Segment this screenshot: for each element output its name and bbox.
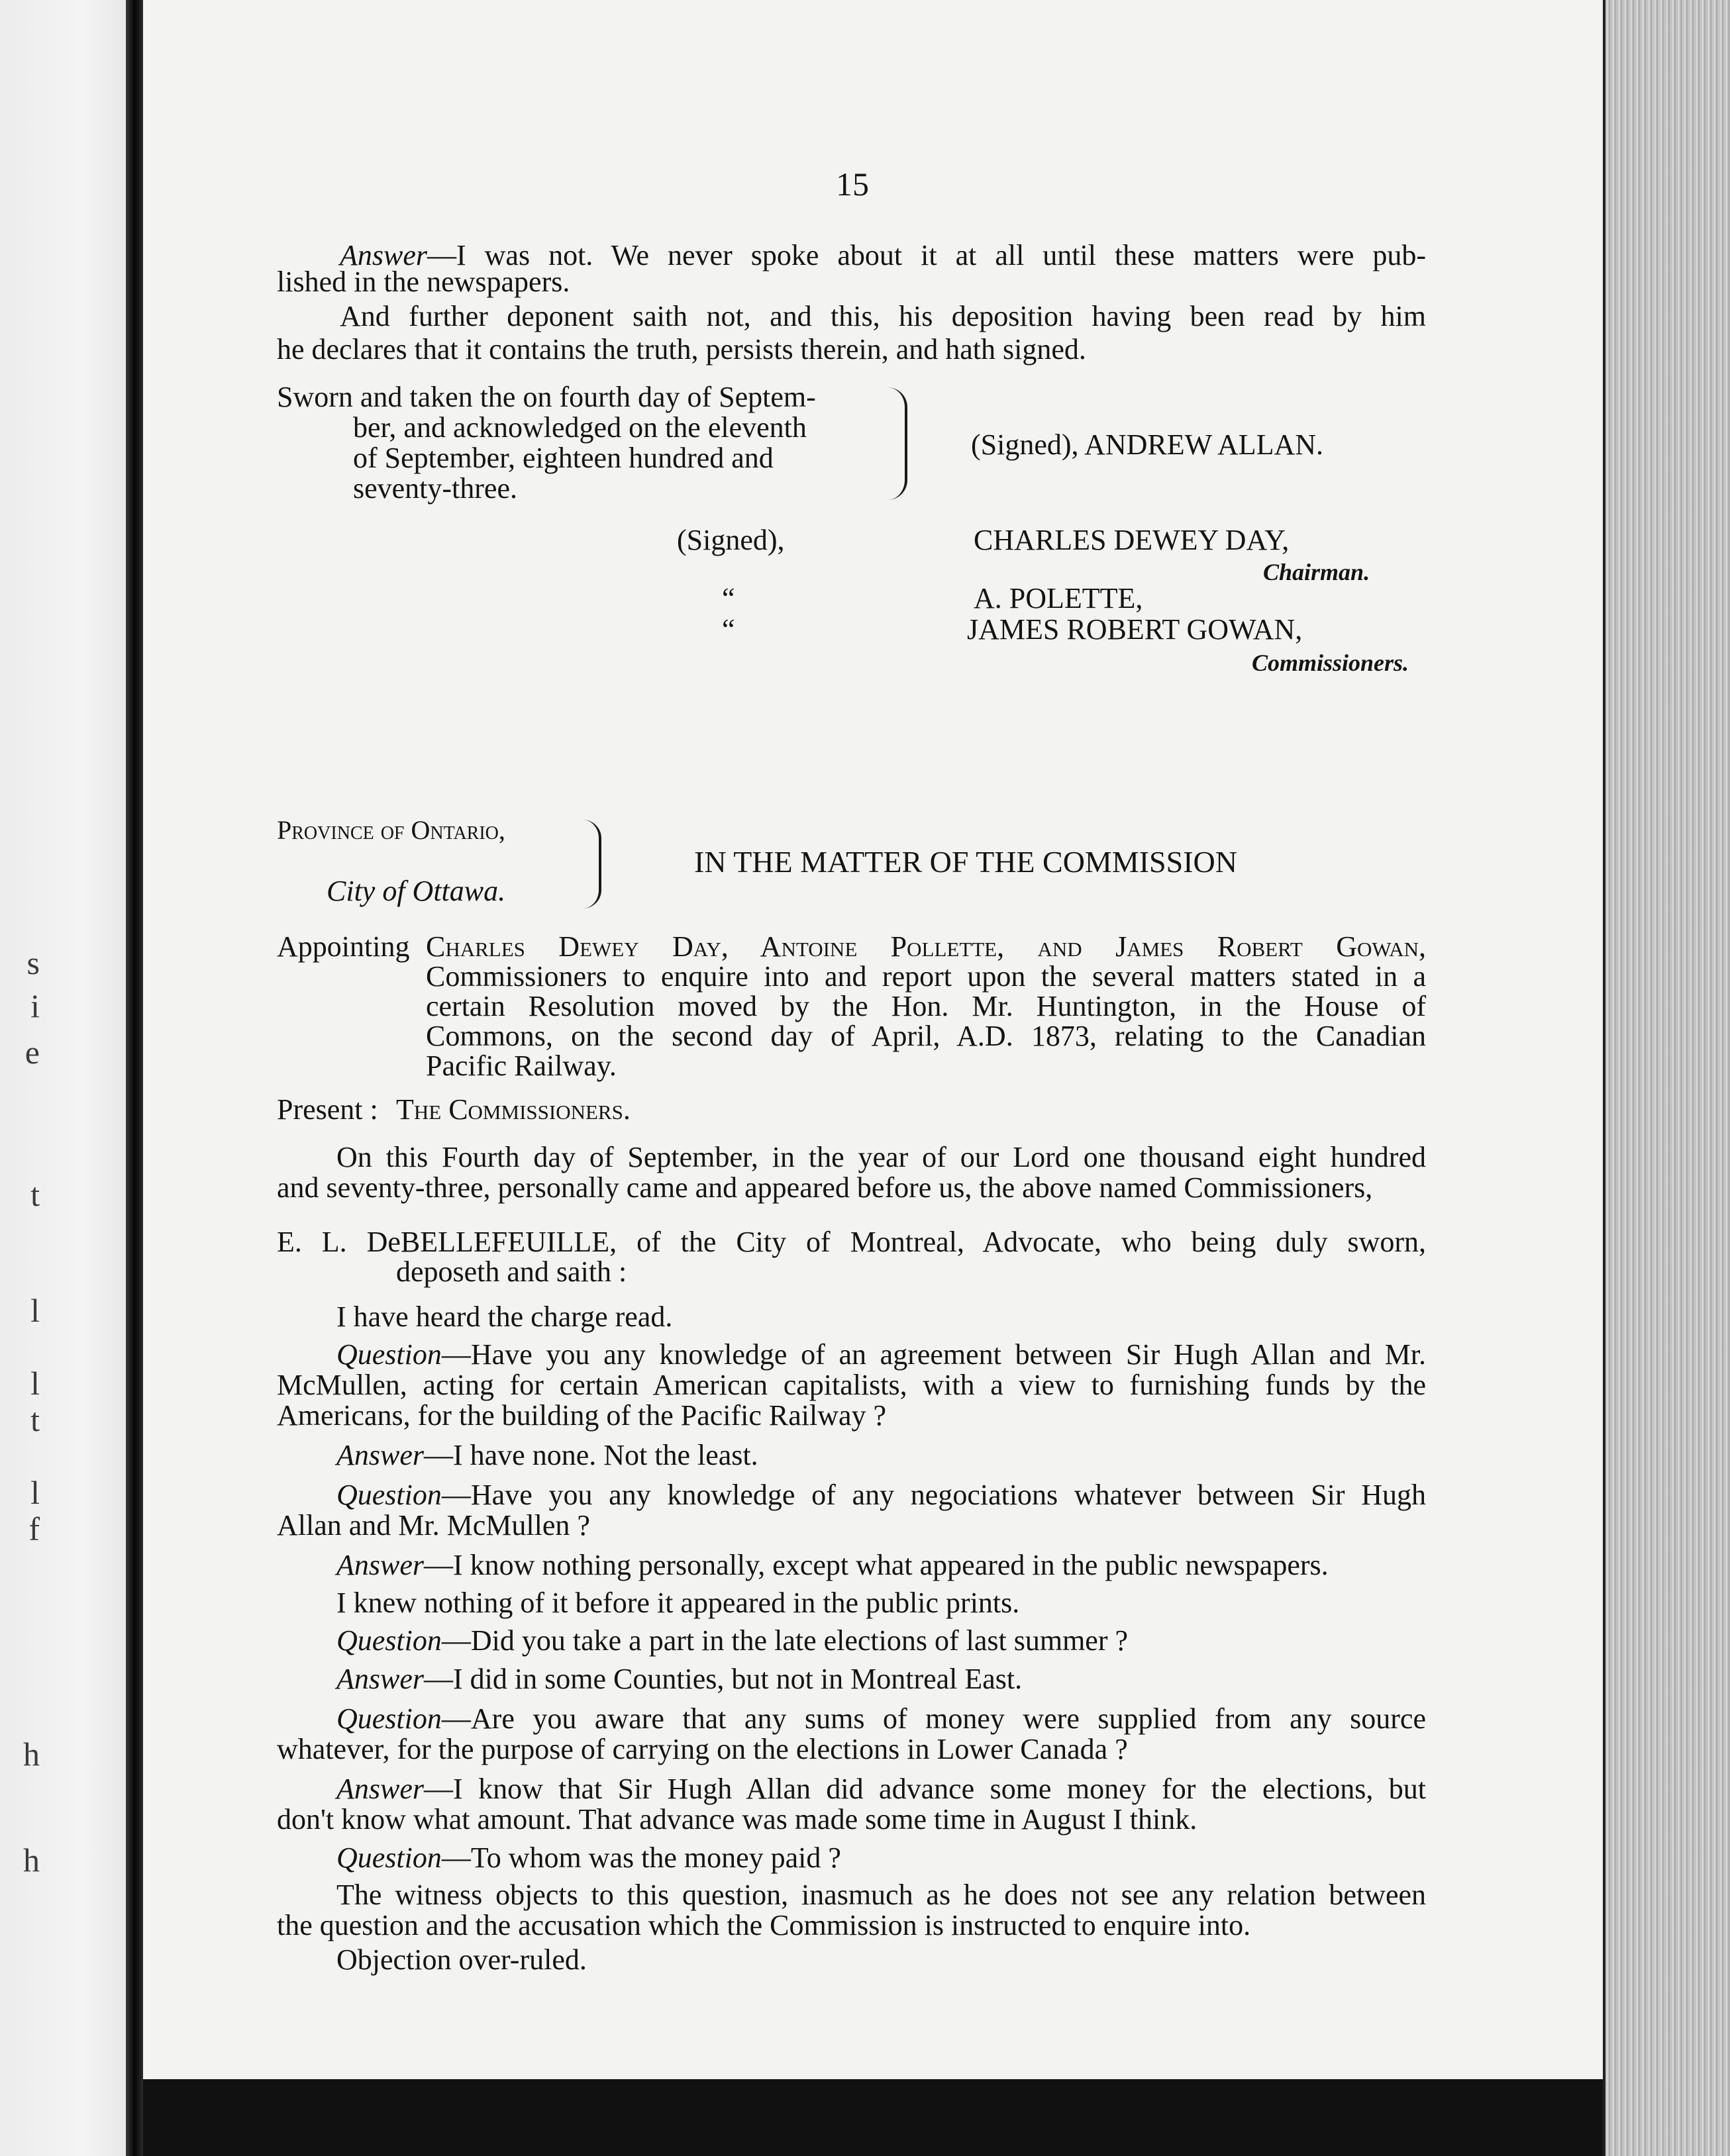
facing-page-letter: l — [30, 1365, 40, 1402]
chairman-name: CHARLES DEWEY DAY, — [974, 524, 1290, 556]
qa-line: don't know what amount. That advance was made some time in August I think. — [277, 1803, 1197, 1836]
facing-page-letter: s — [26, 944, 40, 981]
facing-page-letter: e — [25, 1034, 40, 1071]
sworn-line: seventy-three. — [353, 472, 517, 505]
page-number: 15 — [836, 166, 869, 203]
qa-line: I knew nothing of it before it appeared in the public prints. — [336, 1587, 1020, 1619]
andrew-allan-signature: (Signed), ANDREW ALLAN. — [971, 428, 1324, 461]
qa-line: Answer—I did in some Counties, but not in Montreal East. — [336, 1663, 1023, 1695]
answer-label: Answer — [340, 239, 427, 271]
answer-line: lished in the newspapers. — [277, 266, 570, 298]
heard-line: I have heard the charge read. — [336, 1300, 673, 1333]
further-line: he declares that it contains the truth, persists therein, and hath signed. — [277, 333, 1086, 366]
qa-line: Answer—I have none. Not the least. — [336, 1439, 758, 1471]
answer-line: Answer—I was not. We never spoke about it at all until these matters were pub- — [340, 239, 1426, 271]
qa-line: Question—Have you any knowledge of an agreement between Sir Hugh Allan and Mr. — [336, 1338, 1426, 1371]
qa-line: McMullen, acting for certain American capitalists, with a view to furnishing funds by the — [277, 1369, 1426, 1401]
brace — [888, 387, 907, 500]
commissioners-title: Commissioners. — [1252, 650, 1409, 676]
sworn-line: of September, eighteen hundred and — [353, 442, 774, 474]
facing-page-letter: t — [30, 1176, 40, 1213]
answer-label: Answer — [336, 1549, 424, 1581]
province-label: Province of Ontario, — [277, 815, 505, 845]
qa-line: Americans, for the building of the Pacific Railway ? — [277, 1399, 887, 1432]
commissioner-name: A. POLETTE, — [974, 582, 1143, 614]
page-stack-edge — [1603, 0, 1730, 2156]
qa-line: Allan and Mr. McMullen ? — [277, 1509, 590, 1542]
facing-page-letter: i — [30, 987, 40, 1024]
answer-label: Answer — [336, 1439, 424, 1471]
chairman-title: Chairman. — [1263, 559, 1370, 585]
qa-line: whatever, for the purpose of carrying on the elections in Lower Canada ? — [277, 1733, 1128, 1765]
fourth-line: and seventy-three, personally came and appeared before us, the above named Commissioners, — [277, 1171, 1373, 1204]
facing-page-letter: f — [28, 1510, 40, 1547]
qa-line: Question—Have you any knowledge of any negociations whatever between Sir Hugh — [336, 1479, 1426, 1511]
appointing-line: Charles Dewey Day, Antoine Pollette, and James Robert Gowan, — [426, 930, 1426, 963]
binding-gutter — [126, 0, 143, 2156]
sworn-line: ber, and acknowledged on the eleventh — [353, 411, 807, 444]
facing-page-letter: t — [30, 1401, 40, 1438]
brace — [583, 820, 601, 908]
further-line: And further deponent saith not, and this, his deposition having been read by him — [340, 300, 1426, 332]
present-value: The Commissioners. — [396, 1093, 631, 1126]
appointing-line: certain Resolution moved by the Hon. Mr. Huntington, in the House of — [426, 990, 1426, 1022]
fourth-line: On this Fourth day of September, in the year of our Lord one thousand eight hundred — [336, 1141, 1426, 1173]
question-label: Question — [336, 1702, 442, 1735]
question-label: Question — [336, 1841, 442, 1874]
present-label: Present : — [277, 1093, 378, 1126]
question-label: Question — [336, 1624, 442, 1657]
facing-page-letter: l — [30, 1474, 40, 1511]
ditto-mark: “ — [722, 582, 735, 614]
appointing-line: Commons, on the second day of April, A.D. 1873, relating to the Canadian — [426, 1020, 1426, 1052]
answer-label: Answer — [336, 1663, 424, 1695]
facing-page-letter: h — [23, 1841, 40, 1879]
signed-label: (Signed), — [677, 524, 785, 556]
qa-line: Answer—I know that Sir Hugh Allan did advance some money for the elections, but — [336, 1773, 1426, 1805]
objection-line: the question and the accusation which the Commission is instructed to enquire into. — [277, 1909, 1251, 1941]
sworn-line: Sworn and taken the on fourth day of Septem- — [277, 381, 816, 413]
scan-bottom-edge — [143, 2079, 1603, 2156]
objection-overruled: Objection over-ruled. — [336, 1943, 587, 1976]
ditto-mark: “ — [722, 613, 735, 646]
answer-label: Answer — [336, 1773, 424, 1805]
appointing-line: Commissioners to enquire into and report upon the several matters stated in a — [426, 960, 1426, 993]
qa-line: Answer—I know nothing personally, except what appeared in the public newspapers. — [336, 1549, 1329, 1581]
commission-heading: IN THE MATTER OF THE COMMISSION — [694, 845, 1237, 879]
facing-page-edge — [0, 0, 136, 2156]
question-label: Question — [336, 1338, 442, 1371]
appointing-label: Appointing — [277, 930, 410, 963]
qa-line: Question—Did you take a part in the late elections of last summer ? — [336, 1624, 1129, 1657]
commissioner-name: JAMES ROBERT GOWAN, — [967, 613, 1303, 646]
facing-page-letter: h — [23, 1736, 40, 1773]
city-label: City of Ottawa. — [327, 875, 506, 907]
objection-line: The witness objects to this question, inasmuch as he does not see any relation between — [336, 1879, 1426, 1911]
qa-line: Question—Are you aware that any sums of money were supplied from any source — [336, 1702, 1426, 1735]
facing-page-letter: l — [30, 1292, 40, 1329]
qa-line: Question—To whom was the money paid ? — [336, 1841, 841, 1874]
question-label: Question — [336, 1479, 442, 1511]
appointing-line: Pacific Railway. — [426, 1050, 617, 1082]
witness-line: deposeth and saith : — [396, 1255, 627, 1288]
witness-line: E. L. DeBELLEFEUILLE, of the City of Montreal, Advocate, who being duly sworn, — [277, 1226, 1426, 1258]
